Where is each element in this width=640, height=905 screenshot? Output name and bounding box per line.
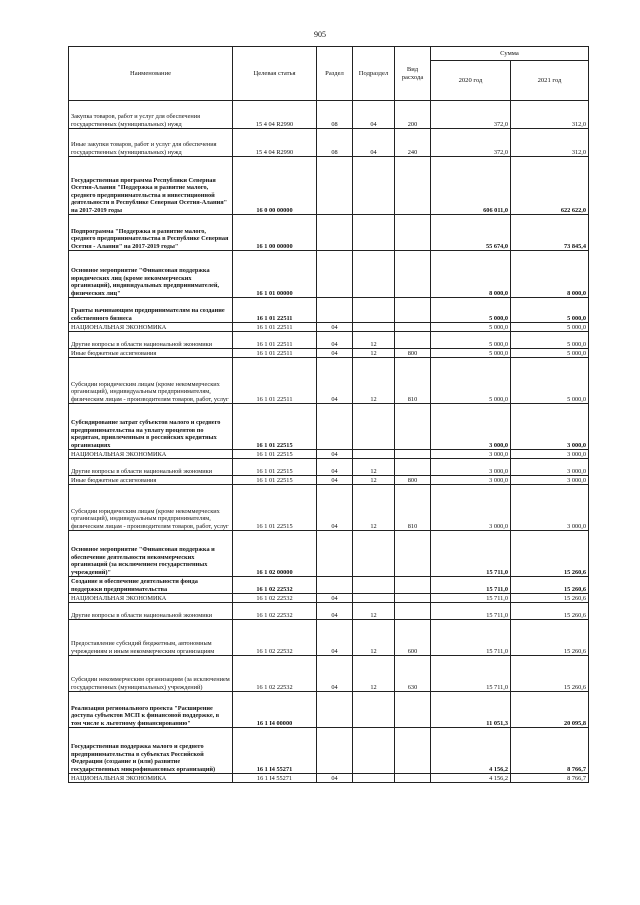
cell-name: Реализация регионального проекта "Расширение доступа субъектов МСП к финансовой поддержке, в том числе к льготному финансированию"	[69, 692, 233, 728]
cell-article: 16 1 01 22511	[233, 349, 317, 358]
cell-value-2021: 15 260,6	[511, 620, 589, 656]
cell-name: Предоставление субсидий бюджетным, автономным учреждениям и иным некоммерческим организациям	[69, 620, 233, 656]
cell-name: Подпрограмма "Поддержка и развитие малого, среднего предпринимательства в Республике Северная Осетия - Алания" на 2017-2019 годы"	[69, 215, 233, 251]
cell-value-2020: 3 000,0	[431, 404, 511, 450]
cell-section: 04	[317, 349, 353, 358]
cell-value-2020: 3 000,0	[431, 459, 511, 476]
cell-value-2021: 622 622,0	[511, 157, 589, 215]
cell-value-2021: 8 000,0	[511, 251, 589, 298]
cell-article: 16 1 02 22532	[233, 577, 317, 594]
cell-value-2021: 5 000,0	[511, 358, 589, 404]
budget-table	[68, 46, 589, 783]
cell-exp-type	[395, 603, 431, 620]
cell-section	[317, 298, 353, 323]
cell-article: 15 4 04 R2990	[233, 101, 317, 129]
cell-subsection	[353, 157, 395, 215]
table-row	[69, 774, 589, 783]
cell-section	[317, 157, 353, 215]
cell-value-2021: 3 000,0	[511, 404, 589, 450]
cell-name: Другие вопросы в области национальной экономики	[69, 332, 233, 349]
cell-section: 04	[317, 323, 353, 332]
cell-name: Иные бюджетные ассигнования	[69, 349, 233, 358]
cell-section: 04	[317, 332, 353, 349]
cell-section	[317, 531, 353, 577]
cell-value-2021: 20 095,8	[511, 692, 589, 728]
cell-exp-type	[395, 692, 431, 728]
header-sum: Сумма	[431, 47, 589, 61]
cell-section: 08	[317, 129, 353, 157]
cell-article: 16 0 00 00000	[233, 157, 317, 215]
cell-exp-type	[395, 531, 431, 577]
cell-name: НАЦИОНАЛЬНАЯ ЭКОНОМИКА	[69, 774, 233, 783]
cell-subsection	[353, 577, 395, 594]
table-row	[69, 450, 589, 459]
table-row	[69, 531, 589, 577]
table-row	[69, 323, 589, 332]
cell-exp-type: 600	[395, 620, 431, 656]
cell-value-2020: 11 051,3	[431, 692, 511, 728]
cell-article: 16 1 02 22532	[233, 656, 317, 692]
cell-exp-type	[395, 298, 431, 323]
cell-section	[317, 251, 353, 298]
cell-article: 16 1 02 22532	[233, 620, 317, 656]
cell-subsection	[353, 323, 395, 332]
cell-value-2020: 372,0	[431, 101, 511, 129]
cell-value-2021: 5 000,0	[511, 332, 589, 349]
cell-exp-type	[395, 594, 431, 603]
cell-name: Субсидии юридическим лицам (кроме некоммерческих организаций), индивидуальным предпринимателям, физическим лицам - производителям товаров, работ, услуг	[69, 358, 233, 404]
cell-subsection	[353, 251, 395, 298]
cell-value-2021: 3 000,0	[511, 485, 589, 531]
cell-value-2020: 55 674,0	[431, 215, 511, 251]
cell-exp-type: 800	[395, 476, 431, 485]
cell-exp-type	[395, 157, 431, 215]
table-row	[69, 656, 589, 692]
cell-subsection: 12	[353, 476, 395, 485]
cell-name: Субсидии юридическим лицам (кроме некоммерческих организаций), индивидуальным предпринимателям, физическим лицам - производителям товаров, работ, услуг	[69, 485, 233, 531]
cell-name: НАЦИОНАЛЬНАЯ ЭКОНОМИКА	[69, 594, 233, 603]
cell-exp-type: 810	[395, 485, 431, 531]
cell-subsection	[353, 404, 395, 450]
cell-article: 16 1 01 22511	[233, 323, 317, 332]
cell-exp-type	[395, 323, 431, 332]
cell-subsection: 12	[353, 620, 395, 656]
cell-section: 04	[317, 485, 353, 531]
cell-article: 15 4 04 R2990	[233, 129, 317, 157]
cell-article: 16 1 02 22532	[233, 603, 317, 620]
page-number: 905	[314, 30, 326, 39]
cell-value-2021: 3 000,0	[511, 459, 589, 476]
cell-article: 16 1 01 22511	[233, 332, 317, 349]
cell-article: 16 1 01 22515	[233, 459, 317, 476]
cell-value-2020: 4 156,2	[431, 774, 511, 783]
cell-section: 04	[317, 450, 353, 459]
cell-exp-type	[395, 251, 431, 298]
header-year-2021: 2021 год	[511, 61, 589, 101]
cell-name: Другие вопросы в области национальной экономики	[69, 603, 233, 620]
table-row	[69, 215, 589, 251]
cell-section: 08	[317, 101, 353, 129]
cell-article: 16 1 I4 55271	[233, 774, 317, 783]
cell-exp-type: 800	[395, 349, 431, 358]
cell-exp-type	[395, 215, 431, 251]
cell-exp-type	[395, 450, 431, 459]
table-row	[69, 358, 589, 404]
cell-subsection: 12	[353, 603, 395, 620]
cell-section: 04	[317, 594, 353, 603]
cell-name: Гранты начинающим предпринимателям на создание собственного бизнеса	[69, 298, 233, 323]
cell-value-2020: 3 000,0	[431, 485, 511, 531]
table-row	[69, 476, 589, 485]
cell-subsection: 04	[353, 129, 395, 157]
cell-value-2020: 3 000,0	[431, 450, 511, 459]
table-row	[69, 603, 589, 620]
table-row	[69, 577, 589, 594]
cell-subsection	[353, 298, 395, 323]
cell-value-2021: 8 766,7	[511, 774, 589, 783]
cell-name: Основное мероприятие "Финансовая поддержка юридических лиц (кроме некоммерческих организаций), индивидуальных предпринимателей, физических лиц"	[69, 251, 233, 298]
cell-section: 04	[317, 476, 353, 485]
cell-value-2020: 372,0	[431, 129, 511, 157]
cell-value-2021: 3 000,0	[511, 450, 589, 459]
cell-exp-type	[395, 404, 431, 450]
table-row	[69, 459, 589, 476]
header-year-2020: 2020 год	[431, 61, 511, 101]
cell-article: 16 1 02 00000	[233, 531, 317, 577]
table-row	[69, 692, 589, 728]
cell-subsection: 12	[353, 349, 395, 358]
cell-value-2020: 5 000,0	[431, 358, 511, 404]
cell-name: Субсидии некоммерческим организациям (за исключением государственных (муниципальных) учреждений)	[69, 656, 233, 692]
cell-subsection: 12	[353, 485, 395, 531]
cell-value-2021: 15 260,6	[511, 577, 589, 594]
cell-subsection	[353, 774, 395, 783]
cell-section: 04	[317, 774, 353, 783]
cell-section: 04	[317, 656, 353, 692]
cell-value-2021: 5 000,0	[511, 298, 589, 323]
cell-value-2020: 8 000,0	[431, 251, 511, 298]
cell-exp-type	[395, 459, 431, 476]
table-row	[69, 349, 589, 358]
table-row	[69, 101, 589, 129]
cell-name: Другие вопросы в области национальной экономики	[69, 459, 233, 476]
cell-exp-type: 630	[395, 656, 431, 692]
table-row	[69, 485, 589, 531]
cell-article: 16 1 I4 00000	[233, 692, 317, 728]
cell-section: 04	[317, 620, 353, 656]
cell-value-2020: 15 711,0	[431, 577, 511, 594]
cell-section	[317, 215, 353, 251]
cell-article: 16 1 01 22515	[233, 476, 317, 485]
cell-article: 16 1 I4 55271	[233, 728, 317, 774]
cell-value-2021: 3 000,0	[511, 476, 589, 485]
cell-article: 16 1 01 22511	[233, 298, 317, 323]
cell-name: Иные закупки товаров, работ и услуг для обеспечения государственных (муниципальных) нужд	[69, 129, 233, 157]
cell-subsection	[353, 728, 395, 774]
header-section: Раздел	[317, 47, 353, 101]
cell-section	[317, 404, 353, 450]
cell-value-2021: 15 260,6	[511, 603, 589, 620]
cell-value-2021: 15 260,6	[511, 531, 589, 577]
cell-name: НАЦИОНАЛЬНАЯ ЭКОНОМИКА	[69, 323, 233, 332]
cell-value-2021: 5 000,0	[511, 323, 589, 332]
cell-name: Создание и обеспечение деятельности фонда поддержки предпринимательства	[69, 577, 233, 594]
cell-subsection: 12	[353, 656, 395, 692]
cell-value-2021: 73 845,4	[511, 215, 589, 251]
cell-value-2020: 15 711,0	[431, 603, 511, 620]
cell-exp-type	[395, 332, 431, 349]
cell-section: 04	[317, 358, 353, 404]
table-row	[69, 298, 589, 323]
cell-subsection: 04	[353, 101, 395, 129]
table-body	[69, 101, 589, 783]
cell-subsection: 12	[353, 459, 395, 476]
table-row	[69, 594, 589, 603]
header-article: Целевая статья	[233, 47, 317, 101]
cell-article: 16 1 01 22511	[233, 358, 317, 404]
cell-name: Государственная программа Республики Северная Осетия-Алания "Поддержка и развитие малого, среднего предпринимательства и инвестиционной деятельности в Республике Северная Осетия-Алания" на 2017-2019 годы	[69, 157, 233, 215]
cell-subsection	[353, 531, 395, 577]
cell-name: НАЦИОНАЛЬНАЯ ЭКОНОМИКА	[69, 450, 233, 459]
cell-value-2020: 3 000,0	[431, 476, 511, 485]
cell-value-2021: 312,0	[511, 129, 589, 157]
cell-value-2020: 606 011,0	[431, 157, 511, 215]
cell-article: 16 1 02 22532	[233, 594, 317, 603]
cell-section: 04	[317, 603, 353, 620]
table-row	[69, 129, 589, 157]
cell-exp-type: 200	[395, 101, 431, 129]
header-exp-type: Вид расхода	[395, 47, 431, 101]
cell-subsection	[353, 594, 395, 603]
cell-value-2020: 5 000,0	[431, 349, 511, 358]
cell-article: 16 1 01 22515	[233, 485, 317, 531]
cell-value-2020: 15 711,0	[431, 531, 511, 577]
cell-value-2020: 15 711,0	[431, 656, 511, 692]
table-row	[69, 251, 589, 298]
header-subsection: Подраздел	[353, 47, 395, 101]
cell-exp-type	[395, 728, 431, 774]
cell-section	[317, 728, 353, 774]
cell-name: Закупка товаров, работ и услуг для обеспечения государственных (муниципальных) нужд	[69, 101, 233, 129]
cell-subsection: 12	[353, 358, 395, 404]
cell-article: 16 1 00 00000	[233, 215, 317, 251]
cell-exp-type	[395, 577, 431, 594]
cell-name: Основное мероприятие "Финансовая поддержка и обеспечение деятельности некоммерческих организаций (за исключением государственных учреждений)"	[69, 531, 233, 577]
table-row	[69, 728, 589, 774]
cell-value-2021: 312,0	[511, 101, 589, 129]
cell-section	[317, 692, 353, 728]
cell-exp-type	[395, 774, 431, 783]
cell-value-2020: 5 000,0	[431, 323, 511, 332]
cell-article: 16 1 01 22515	[233, 450, 317, 459]
cell-name: Субсидирование затрат субъектов малого и среднего предпринимательства на уплату процентов по кредитам, привлеченным в российских кредитных организациях	[69, 404, 233, 450]
cell-article: 16 1 01 00000	[233, 251, 317, 298]
table-row	[69, 620, 589, 656]
cell-value-2021: 15 260,6	[511, 656, 589, 692]
cell-value-2021: 15 260,6	[511, 594, 589, 603]
cell-name: Государственная поддержка малого и среднего предпринимательства в субъектах Российской Федерации (создание и (или) развитие государственных микрофинансовых организаций)	[69, 728, 233, 774]
cell-subsection: 12	[353, 332, 395, 349]
cell-exp-type: 240	[395, 129, 431, 157]
cell-subsection	[353, 215, 395, 251]
table-row	[69, 404, 589, 450]
cell-section	[317, 577, 353, 594]
table-row	[69, 157, 589, 215]
cell-subsection	[353, 450, 395, 459]
cell-section: 04	[317, 459, 353, 476]
cell-name: Иные бюджетные ассигнования	[69, 476, 233, 485]
cell-value-2020: 5 000,0	[431, 332, 511, 349]
header-name: Наименование	[69, 47, 233, 101]
cell-subsection	[353, 692, 395, 728]
table-row	[69, 332, 589, 349]
cell-value-2020: 15 711,0	[431, 594, 511, 603]
cell-exp-type: 810	[395, 358, 431, 404]
cell-article: 16 1 01 22515	[233, 404, 317, 450]
cell-value-2020: 4 156,2	[431, 728, 511, 774]
cell-value-2020: 15 711,0	[431, 620, 511, 656]
cell-value-2021: 8 766,7	[511, 728, 589, 774]
cell-value-2021: 5 000,0	[511, 349, 589, 358]
cell-value-2020: 5 000,0	[431, 298, 511, 323]
